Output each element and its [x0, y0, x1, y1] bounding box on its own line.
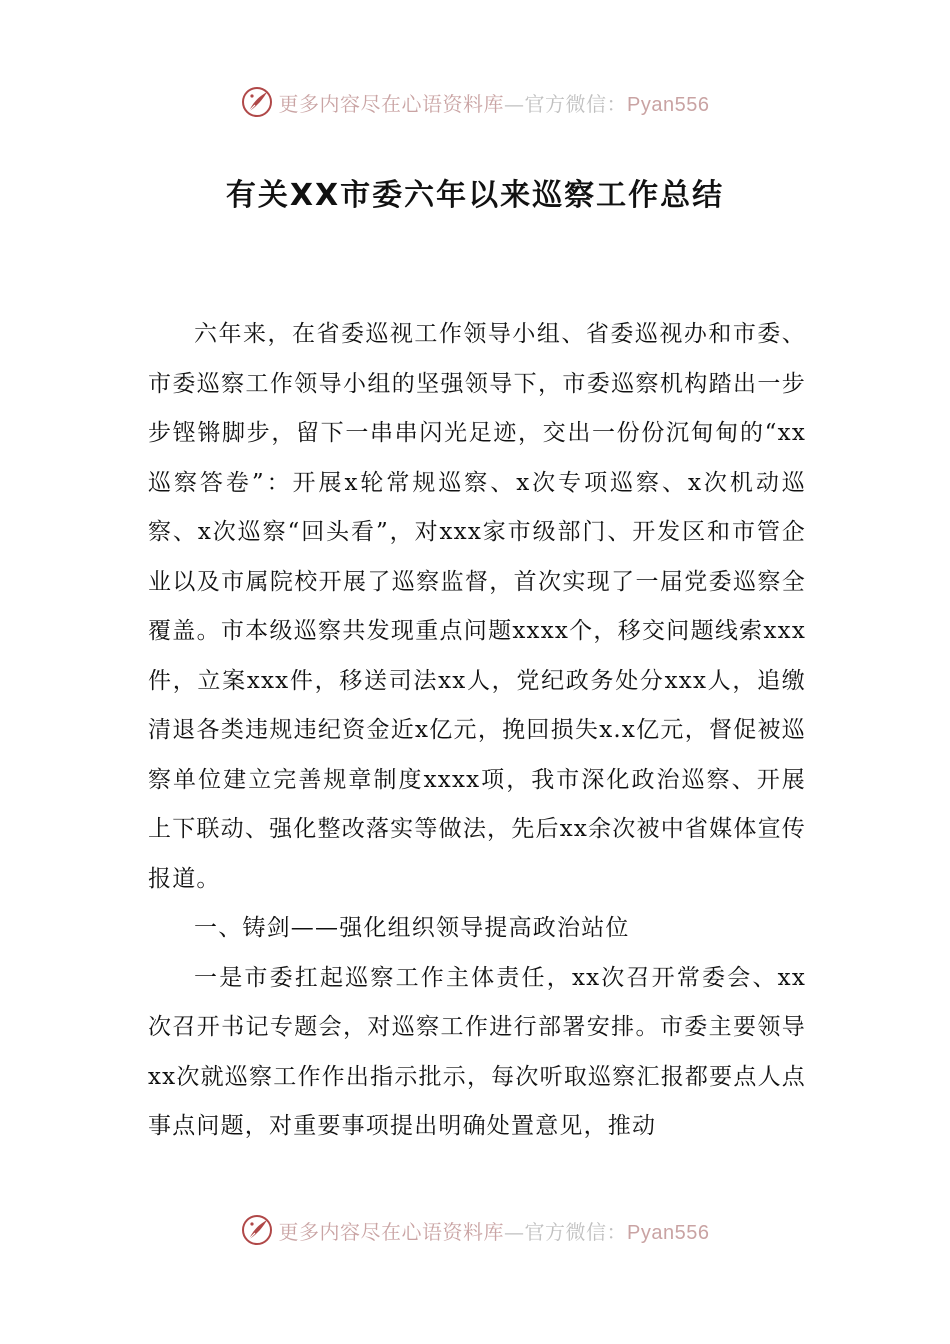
header-watermark — [0, 82, 950, 122]
watermark-wechat-id: Pyan556 — [627, 93, 710, 116]
footer-watermark — [0, 1210, 950, 1250]
watermark-brand: 更多内容尽在心语资料库 — [278, 91, 505, 116]
body-paragraph: 六年来，在省委巡视工作领导小组、省委巡视办和市委、市委巡察工作领导小组的坚强领导下，市委巡察机构踏出一步步铿锵脚步，留下一串串闪光足迹，交出一份份沉甸甸的“xx巡察答卷”：开展x轮常规巡察、x次专项巡察、x次机动巡察、x次巡察“回头看”，对xxx家市级部门、开发区和市管企业以及市属院校开展了巡察监督，首次实现了一届党委巡察全覆盖。市本级巡察共发现重点问题xxxx个，移交问题线索xxx件，立案xxx件，移送司法xx人，党纪政务处分xxx人，追缴清退各类违规违纪资金近x亿元，挽回损失x.x亿元，督促被巡察单位建立完善规章制度xxxx项，我市深化政治巡察、开展上下联动、强化整改落实等做法，先后xx余次被中省媒体宣传报道。 — [148, 321, 806, 892]
document-body — [148, 310, 806, 1152]
watermark-text — [279, 88, 710, 117]
watermark-contact: —官方微信： — [504, 91, 628, 116]
watermark-brand: 更多内容尽在心语资料库 — [278, 1219, 505, 1244]
watermark-wechat-id: Pyan556 — [627, 1221, 710, 1244]
quill-pen-icon — [241, 86, 273, 118]
body-paragraph: 一是市委扛起巡察工作主体责任，xx次召开常委会、xx次召开书记专题会，对巡察工作进行部署安排。市委主要领导xx次就巡察工作作出指示批示，每次听取巡察汇报都要点人点事点问题，对重要事项提出明确处置意见，推动 — [148, 964, 806, 1139]
watermark-contact: —官方微信： — [504, 1219, 628, 1244]
quill-pen-icon — [241, 1214, 273, 1246]
section-heading: 一、铸剑——强化组织领导提高政治站位 — [194, 915, 630, 941]
watermark-text — [279, 1216, 710, 1245]
document-title: 有关XX市委六年以来巡察工作总结 — [225, 178, 725, 213]
